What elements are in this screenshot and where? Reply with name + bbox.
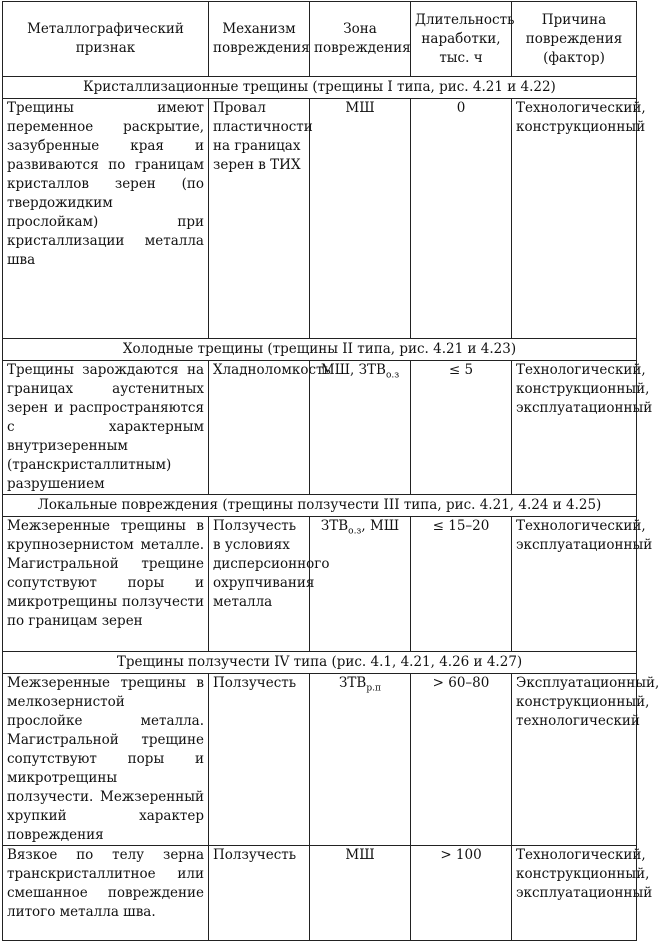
header-mechanism: Механизм повреждения <box>209 2 310 77</box>
cell-mechanism: Хладноломкость <box>209 361 310 495</box>
cell-cause: Технологический, конструкционный, эксплуатационный <box>512 361 637 495</box>
cell-sign: Межзеренные трещины в мелкозернистой прослойке металла. Магистральной трещине сопутствуют поры и микротрещины ползучести. Межзеренный хрупкий характер повреждения <box>3 674 209 846</box>
zone-text: МШ <box>345 847 375 863</box>
section-header-row <box>3 339 637 361</box>
section-title: Локальные повреждения (трещины ползучести III типа, рис. 4.21, 4.24 и 4.25) <box>3 495 637 517</box>
cell-cause: Технологический, эксплуатационный <box>512 517 637 652</box>
cell-zone <box>310 99 411 339</box>
cell-duration: > 60–80 <box>411 674 512 846</box>
cell-duration: 0 <box>411 99 512 339</box>
cell-cause: Эксплуатационный, конструкционный, технологический <box>512 674 637 846</box>
section-title: Холодные трещины (трещины II типа, рис. 4.21 и 4.23) <box>3 339 637 361</box>
section-header-row <box>3 77 637 99</box>
section-title: Трещины ползучести IV типа (рис. 4.1, 4.21, 4.26 и 4.27) <box>3 652 637 674</box>
zone-subscript: р.п <box>366 683 381 694</box>
header-duration: Длительность наработки, тыс. ч <box>411 2 512 77</box>
cell-zone <box>310 846 411 941</box>
cell-mechanism: Ползучесть <box>209 846 310 941</box>
cell-mechanism: Ползучесть <box>209 674 310 846</box>
cell-zone <box>310 517 411 652</box>
cell-mechanism: Провал пластичности на границах зерен в ТИХ <box>209 99 310 339</box>
cell-duration: ≤ 5 <box>411 361 512 495</box>
table-row <box>3 99 637 339</box>
table-row <box>3 361 637 495</box>
zone-text: ЗТВ <box>339 675 367 691</box>
cell-cause: Технологический, конструкционный, эксплуатационный <box>512 846 637 941</box>
zone-subscript: о.з <box>348 526 362 537</box>
cell-cause: Технологический, конструкционный <box>512 99 637 339</box>
cell-mechanism: Ползучесть в условиях дисперсионного охрупчивания металла <box>209 517 310 652</box>
header-cause: Причина повреждения (фактор) <box>512 2 637 77</box>
header-sign: Металлографический признак <box>3 2 209 77</box>
cell-sign: Трещины имеют переменное раскрытие, зазубренные края и развиваются по границам кристаллов зерен (по твердожидким прослойкам) при кристаллизации металла шва <box>3 99 209 339</box>
zone-text: МШ <box>345 100 375 116</box>
data-table <box>2 1 659 941</box>
cell-duration: > 100 <box>411 846 512 941</box>
table-row <box>3 846 637 941</box>
header-zone: Зона повреждения <box>310 2 411 77</box>
cell-zone <box>310 361 411 495</box>
damage-classification-table <box>2 1 659 920</box>
zone-subscript: о.з <box>385 370 400 381</box>
zone-text: МШ, ЗТВ <box>320 362 386 378</box>
zone-text: ЗТВ <box>320 518 349 534</box>
cell-duration: ≤ 15–20 <box>411 517 512 652</box>
table-row <box>3 674 637 846</box>
section-title: Кристаллизационные трещины (трещины I типа, рис. 4.21 и 4.22) <box>3 77 637 99</box>
cell-zone <box>310 674 411 846</box>
section-header-row <box>3 652 637 674</box>
cell-sign: Трещины зарождаются на границах аустенитных зерен и распространяются с характерным внутризеренным (транскристаллитным) разрушением <box>3 361 209 495</box>
section-header-row <box>3 495 637 517</box>
cell-sign: Вязкое по телу зерна транскристаллитное или смешанное повреждение литого металла шва. <box>3 846 209 941</box>
table-body <box>3 77 659 941</box>
table-row <box>3 517 637 652</box>
cell-sign: Межзеренные трещины в крупнозернистом металле. Магистральной трещине сопутствуют поры и микротрещины ползучести по границам зерен <box>3 517 209 652</box>
header-row <box>3 2 637 77</box>
zone-suffix: , МШ <box>361 518 400 534</box>
